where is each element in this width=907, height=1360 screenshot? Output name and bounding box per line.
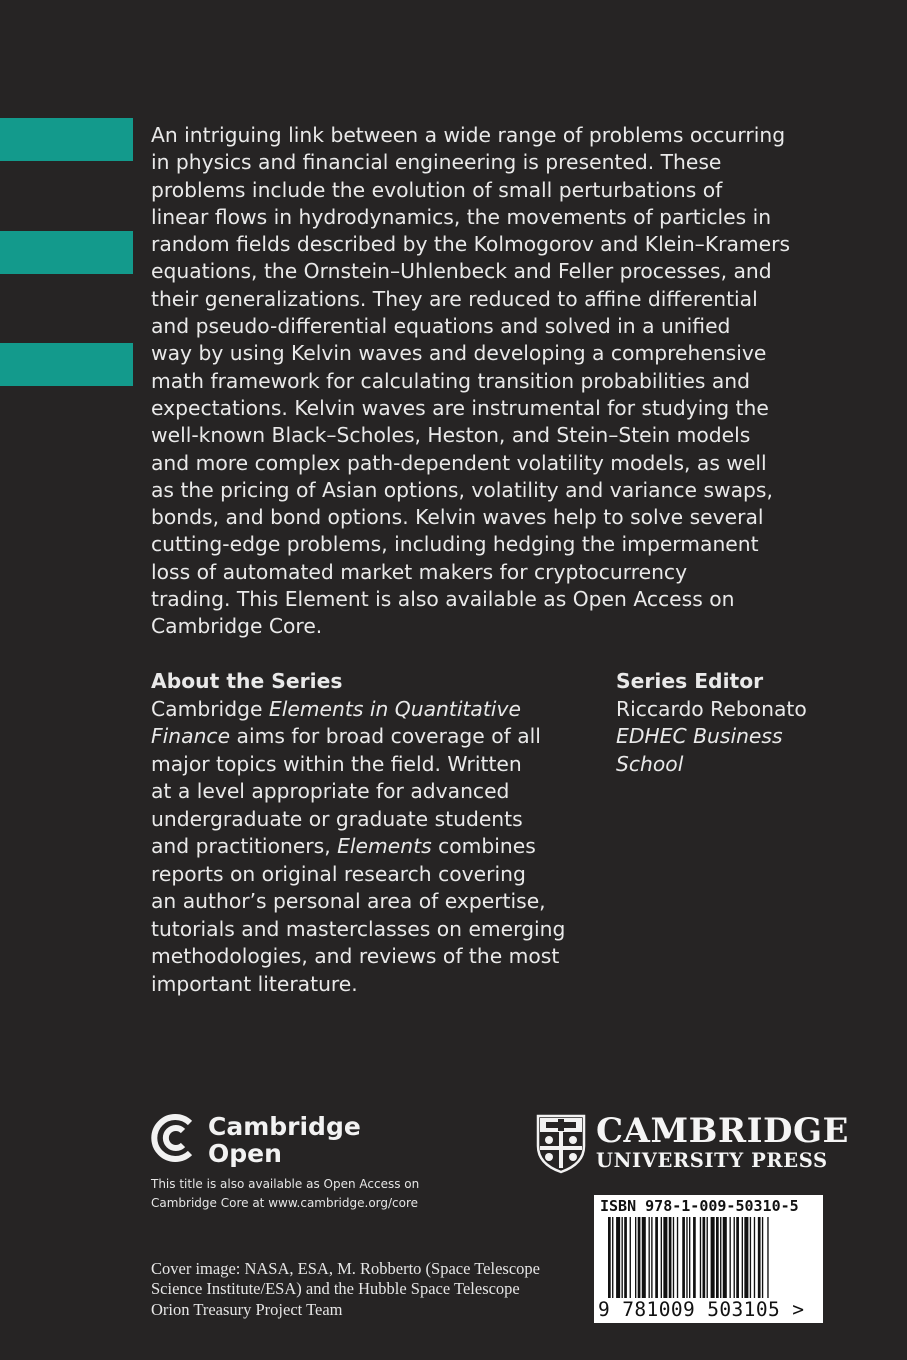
editor-text <box>616 696 866 779</box>
description-line: loss of automated market makers for cryptocurrency <box>151 559 688 584</box>
cambridge-open-wordmark <box>208 1113 361 1167</box>
description-line: cutting-edge problems, including hedging the impermanent <box>151 532 759 557</box>
open-access-note-line: This title is also available as Open Access on <box>151 1177 420 1191</box>
cambridge-open-line1: Cambridge <box>208 1112 361 1141</box>
description-line: in physics and financial engineering is presented. These <box>151 150 722 175</box>
about-line: important literature. <box>151 971 358 996</box>
about-line-italic: Elements <box>337 834 432 858</box>
about-line-italic: Elements in Quantitative <box>268 696 521 721</box>
editor-heading: Series Editor <box>616 669 764 693</box>
description-line: well-known Black–Scholes, Heston, and Stein–Stein models <box>151 423 751 448</box>
cambridge-open-logo-icon <box>150 1113 200 1163</box>
barcode-bars <box>594 1217 823 1303</box>
about-line-text: Cambridge <box>151 696 269 721</box>
description-line: math framework for calculating transition probabilities and <box>151 368 751 393</box>
about-line <box>151 723 591 751</box>
about-line <box>151 833 591 861</box>
about-the-series <box>151 668 591 998</box>
about-line: methodologies, and reviews of the most <box>151 944 560 968</box>
description-line: trading. This Element is also available as Open Access on <box>151 587 735 612</box>
description-line: way by using Kelvin waves and developing a comprehensive <box>151 341 767 366</box>
editor-affiliation-line: EDHEC Business <box>616 724 783 748</box>
isbn-barcode <box>594 1195 823 1323</box>
cover-image-credit <box>151 1259 540 1320</box>
description-line: equations, the Ornstein–Uhlenbeck and Feller processes, and <box>151 259 772 284</box>
about-line: major topics within the field. Written <box>151 751 522 776</box>
description-line: random fields described by the Kolmogorov and Klein–Kramers <box>151 232 791 257</box>
description-line: An intriguing link between a wide range of problems occurring <box>151 123 786 147</box>
about-line-text: and practitioners, <box>151 834 338 858</box>
description-line: problems include the evolution of small perturbations of <box>151 177 723 202</box>
about-heading: About the Series <box>151 669 343 693</box>
description-line: and more complex path-dependent volatility models, as well <box>151 450 767 475</box>
description-line: bonds, and bond options. Kelvin waves help to solve several <box>151 505 764 530</box>
about-line-italic: Finance <box>151 724 231 748</box>
editor-affiliation-line: School <box>616 751 684 776</box>
about-line: at a level appropriate for advanced <box>151 779 510 803</box>
description-line: Cambridge Core. <box>151 614 323 639</box>
accent-bar-bottom <box>0 343 133 386</box>
editor-affiliation <box>616 751 866 779</box>
about-line-text: aims for broad coverage of all <box>230 724 541 748</box>
ean-digits: 9 781009 503105 > <box>598 1298 805 1321</box>
open-access-note-line: Cambridge Core at www.cambridge.org/core <box>151 1196 419 1210</box>
description-line: their generalizations. They are reduced to affine differential <box>151 286 758 311</box>
cambridge-university-press-wordmark <box>596 1112 849 1172</box>
book-description <box>151 122 831 641</box>
about-line-text: combines <box>431 834 536 858</box>
university-crest-icon <box>536 1114 586 1174</box>
credit-line: Cover image: NASA, ESA, M. Robberto (Space Telescope <box>151 1259 540 1278</box>
about-line: tutorials and masterclasses on emerging <box>151 916 566 941</box>
description-line: expectations. Kelvin waves are instrumental for studying the <box>151 395 769 420</box>
about-line: undergraduate or graduate students <box>151 806 523 831</box>
description-line: and pseudo-differential equations and solved in a unified <box>151 314 731 339</box>
accent-bar-middle <box>0 231 133 274</box>
cambridge-open-line2: Open <box>208 1139 282 1168</box>
editor-name: Riccardo Rebonato <box>616 696 807 721</box>
description-line: as the pricing of Asian options, volatility and variance swaps, <box>151 477 773 502</box>
isbn-number: ISBN 978-1-009-50310-5 <box>600 1197 799 1215</box>
credit-line: Orion Treasury Project Team <box>151 1299 343 1319</box>
about-line <box>151 696 591 724</box>
open-access-note <box>151 1175 419 1213</box>
description-line: linear flows in hydrodynamics, the movements of particles in <box>151 204 772 229</box>
publisher-line2: UNIVERSITY PRESS <box>596 1149 828 1172</box>
about-line: an author’s personal area of expertise, <box>151 889 546 913</box>
accent-bar-top <box>0 118 133 161</box>
publisher-line1: CAMBRIDGE <box>596 1111 849 1151</box>
about-line: reports on original research covering <box>151 861 526 886</box>
series-editor <box>616 668 866 778</box>
editor-affiliation <box>616 723 866 751</box>
about-text <box>151 696 591 999</box>
credit-line: Science Institute/ESA) and the Hubble Space Telescope <box>151 1279 520 1299</box>
